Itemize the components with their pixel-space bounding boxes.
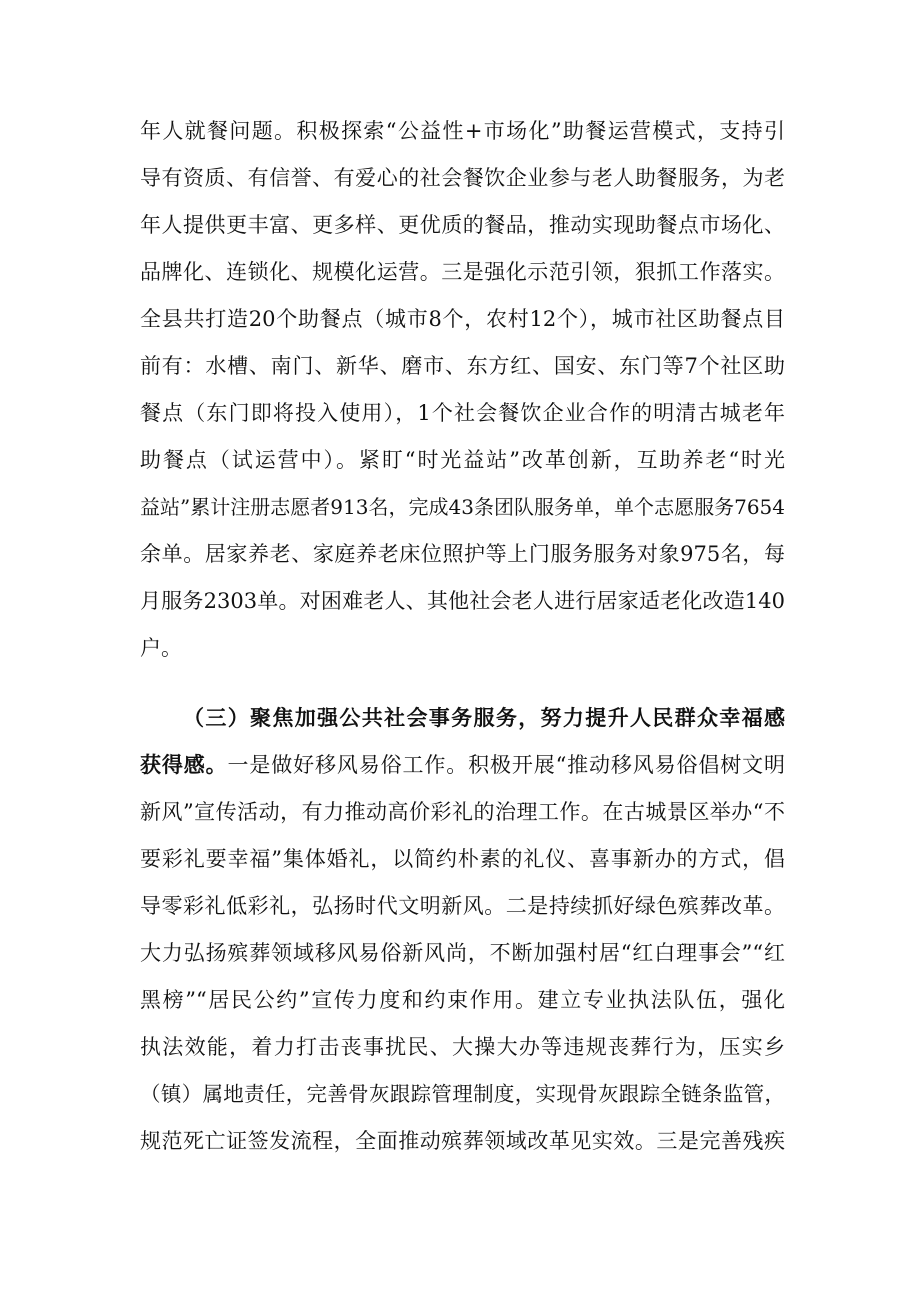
text-line: 益站”累计注册志愿者913名，完成43条团队服务单，单个志愿服务7654 bbox=[140, 495, 785, 519]
text-line: 要彩礼要幸福”集体婚礼，以简约朴素的礼仪、喜事新办的方式，倡 bbox=[140, 847, 785, 871]
text-line: 月服务2303单。对困难老人、其他社会老人进行居家适老化改造140 bbox=[140, 589, 785, 613]
text-line: 品牌化、连锁化、规模化运营。三是强化示范引领，狠抓工作落实。 bbox=[140, 260, 785, 284]
text-line: 新风”宣传活动，有力推动高价彩礼的治理工作。在古城景区举办“不 bbox=[140, 800, 785, 824]
text-line: 前有：水槽、南门、新华、磨市、东方红、国安、东门等7个社区助 bbox=[140, 354, 785, 378]
text-line bbox=[140, 750, 785, 780]
text-line: 餐点（东门即将投入使用），1个社会餐饮企业合作的明清古城老年 bbox=[140, 401, 785, 425]
section-heading-end: 获得感。 bbox=[140, 752, 228, 777]
text-line: （镇）属地责任，完善骨灰跟踪管理制度，实现骨灰跟踪全链条监管， bbox=[140, 1082, 785, 1106]
text-line: 导零彩礼低彩礼，弘扬时代文明新风。二是持续抓好绿色殡葬改革。 bbox=[140, 894, 785, 918]
text-line: 大力弘扬殡葬领域移风易俗新风尚，不断加强村居“红白理事会”“红 bbox=[140, 941, 785, 965]
text-line: 年人提供更丰富、更多样、更优质的餐品，推动实现助餐点市场化、 bbox=[140, 213, 785, 237]
text-line: 规范死亡证签发流程，全面推动殡葬领域改革见实效。三是完善残疾 bbox=[140, 1129, 785, 1153]
text-line: 助餐点（试运营中）。紧盯“时光益站”改革创新，互助养老“时光 bbox=[140, 448, 785, 472]
text-line: 年人就餐问题。积极探索“公益性+市场化”助餐运营模式，支持引 bbox=[140, 119, 785, 143]
section-heading: （三）聚焦加强公共社会事务服务，努力提升人民群众幸福感 bbox=[183, 705, 785, 730]
text-line: 余单。居家养老、家庭养老床位照护等上门服务服务对象975名，每 bbox=[140, 542, 785, 566]
text-line: 执法效能，着力打击丧事扰民、大操大办等违规丧葬行为，压实乡 bbox=[140, 1035, 785, 1059]
text-line: 全县共打造20个助餐点（城市8个，农村12个），城市社区助餐点目 bbox=[140, 307, 785, 331]
text-line: 户。 bbox=[140, 636, 182, 660]
text-span: 一是做好移风易俗工作。积极开展“推动移风易俗倡树文明 bbox=[227, 753, 786, 777]
text-line: 黑榜”“居民公约”宣传力度和约束作用。建立专业执法队伍，强化 bbox=[140, 988, 785, 1012]
text-line: 导有资质、有信誉、有爱心的社会餐饮企业参与老人助餐服务，为老 bbox=[140, 166, 785, 190]
